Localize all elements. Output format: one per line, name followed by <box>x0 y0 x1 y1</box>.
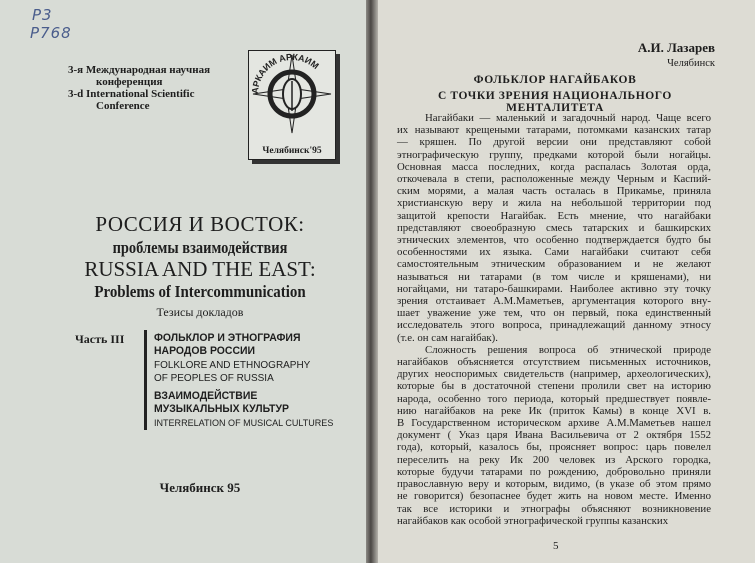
text-line: нагайбаков объясняется отсутствием письменных источников, <box>397 356 711 369</box>
text-line: особенностями их языка. Сами нагайбаки считают себя <box>397 246 711 259</box>
conference-ru-2: конференция <box>96 76 163 88</box>
text-line: шает уважение уже тем, что он первый, пока единственный <box>397 307 711 320</box>
article-title-1: ФОЛЬКЛОР НАГАЙБАКОВ <box>473 74 637 86</box>
author-city: Челябинск <box>667 58 715 69</box>
part-label: Часть III <box>75 332 125 346</box>
author-name: А.И. Лазарев <box>637 40 715 55</box>
text-line: самостоятельным этническим образованием и не желают <box>397 258 711 271</box>
subtitle-en: Problems of Intercommunication <box>94 282 306 301</box>
section-line: FOLKLORE AND ETHNOGRAPHY <box>154 359 311 371</box>
city-year: Челябинск 95 <box>159 480 241 495</box>
text-line: не говорится) безопаснее будет жить на новом месте. Именно <box>397 490 711 503</box>
text-line: В Государственном историческом архиве А.М.Маметьев нашел <box>397 417 711 430</box>
text-line: — кряшен. По другой версии они представляют собой <box>397 136 711 149</box>
text-line: их называют крещеными татарами, потомками казанских татар <box>397 124 711 137</box>
text-line: народа, особенно того периода, который предшествует появле- <box>397 392 711 405</box>
section-line: ВЗАИМОДЕЙСТВИЕ <box>154 390 258 402</box>
text-line: исследователь этого вопроса, принадлежащий данному этносу <box>397 319 711 332</box>
text-line: которые бы в достаточной степени пролили свет на историю <box>397 380 711 393</box>
text-line: ногайцами, ни татаро-башкирами. Наиболее активно эту точку <box>397 282 711 295</box>
text-line: (т.е. он сам нагайбак). <box>397 331 498 344</box>
text-line: откочевала в степи, расположенные между Черным и Каспий- <box>397 173 711 186</box>
text-line: представляют своеобразную смесь татарских и башкирских <box>397 221 711 234</box>
section-line: ФОЛЬКЛОР И ЭТНОГРАФИЯ <box>154 332 301 344</box>
text-line: Нагайбаки — маленький и загадочный народ. Чаще всего <box>425 112 711 124</box>
text-line: защитой крепости Нагайбак. Есть мнение, что нагайбаки <box>397 209 711 222</box>
section-line: НАРОДОВ РОССИИ <box>154 345 256 357</box>
text-line: православную веру и которым, видимо, (в указе об этом прямо <box>397 478 711 491</box>
text-line: называться ни татарами (в том числе и кряшенами), ни <box>397 270 711 283</box>
text-line: которые будучи татарами по рождению, добровольно приняли <box>397 465 711 478</box>
section-divider <box>144 330 147 430</box>
cover-page <box>0 0 366 563</box>
conference-en-2: Conference <box>96 100 150 112</box>
text-line: христианскую веру и жила на небольшой территории под <box>397 197 711 210</box>
text-line: документ ( Указ царя Ивана Васильевича от 2 октября 1552 <box>397 429 711 442</box>
text-line: переселить на реку Ик 200 человек из Арского городка, <box>397 453 711 466</box>
text-line: зрения отстаивает А.М.Маметьев, аргументация которого вну- <box>397 295 711 308</box>
conference-logo <box>248 50 336 160</box>
page-number: 5 <box>553 540 559 552</box>
theses-label: Тезисы докладов <box>156 305 244 319</box>
text-line: так все историки и этнографы объясняют возникновение <box>397 502 711 515</box>
text-line: нагайбаков как особой этнографической группы казанских <box>397 514 669 527</box>
conference-en-1: 3-d International Scientific <box>68 88 195 100</box>
conference-ru-1: 3-я Международная научная <box>68 64 211 76</box>
title-ru: РОССИЯ И ВОСТОК: <box>95 212 305 236</box>
text-line: этнографическую группу, предками которой были ногайцы. <box>397 148 711 161</box>
handwritten-shelfmark: Р3 <box>32 6 53 24</box>
text-line: ским морями, а малая часть осталась в Прикамье, приняла <box>397 185 711 198</box>
article-title-2: С ТОЧКИ ЗРЕНИЯ НАЦИОНАЛЬНОГО МЕНТАЛИТЕТА <box>438 90 672 114</box>
text-line: Сложность решения вопроса об этнической природе <box>425 343 711 356</box>
conference-label <box>68 64 210 112</box>
text-line: этнических элементов, что особенно подтверждается будто бы <box>397 234 711 247</box>
subtitle-ru: проблемы взаимодействия <box>112 238 288 257</box>
article-body <box>397 112 711 527</box>
section-line: INTERRELATION OF MUSICAL CULTURES <box>154 418 334 429</box>
text-line: других неоспоримых свидетельств (например, археологических), <box>397 368 711 381</box>
handwritten-code: Р768 <box>30 24 72 42</box>
text-line: Основная масса последних, когда распалась Золотая орда, <box>397 160 711 173</box>
text-line: нию нагайбаков на реке Ик (приток Камы) в конце XVI в. <box>397 404 711 417</box>
title-en: RUSSIA AND THE EAST: <box>84 257 316 281</box>
arkaim-emblem-icon <box>249 51 335 137</box>
logo-caption: Челябинск'95 <box>262 146 322 156</box>
section-line: МУЗЫКАЛЬНЫХ КУЛЬТУР <box>154 403 289 415</box>
text-line: года), который, казалось бы, проясняет вопрос: царь повелел <box>397 441 711 454</box>
svg-text:АРКАИМ АРКАИМ: АРКАИМ АРКАИМ <box>249 51 321 95</box>
book-spine-gap <box>366 0 378 563</box>
section-line: OF PEOPLES OF RUSSIA <box>154 372 274 384</box>
